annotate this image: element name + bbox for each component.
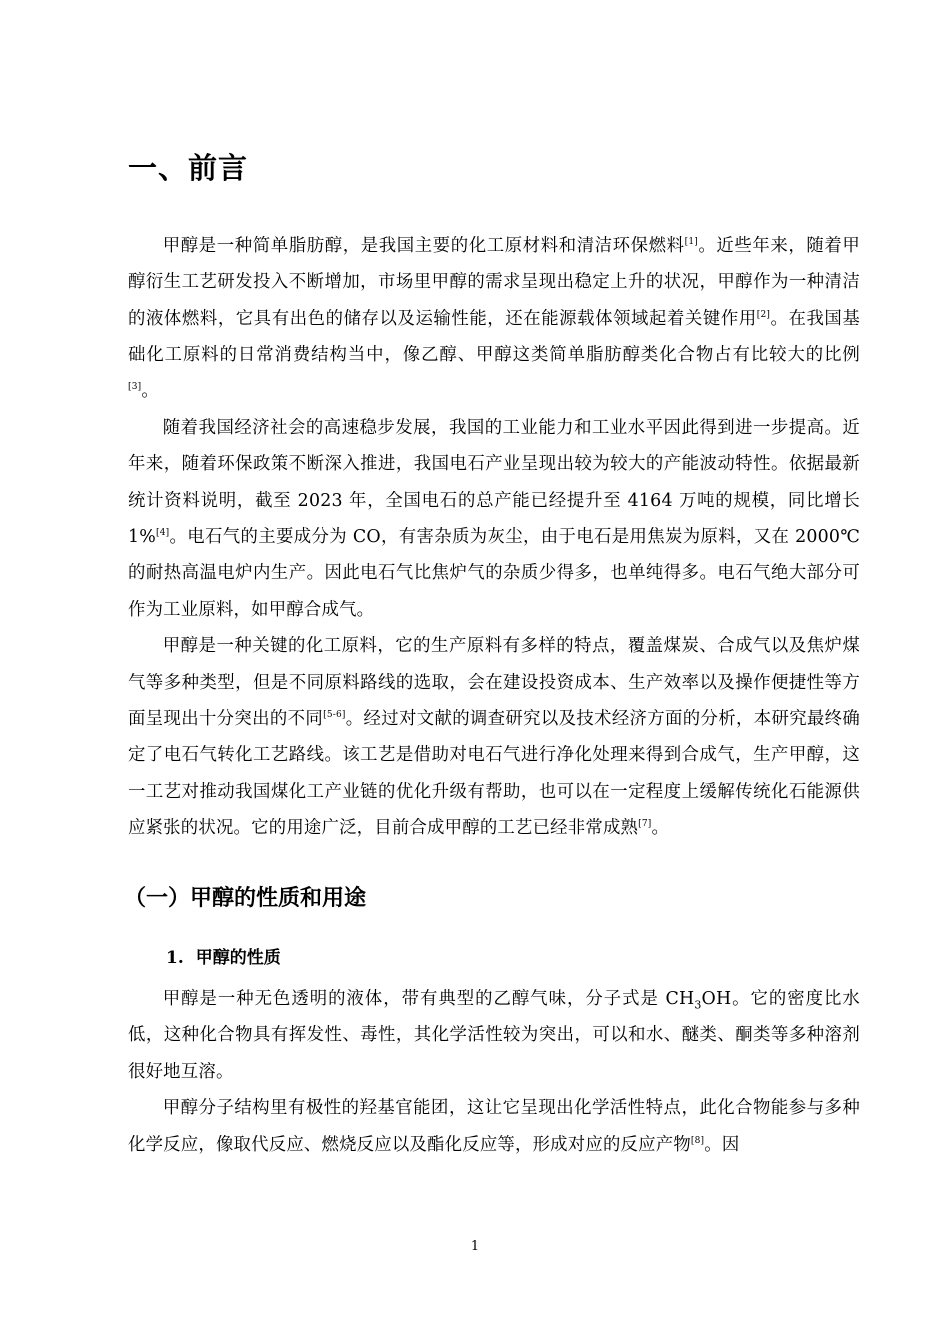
page-content [124, 150, 860, 1163]
paragraph-2 [128, 410, 860, 628]
subscript: 3 [694, 998, 702, 1012]
citation-7: [7] [638, 819, 652, 830]
paragraph-1 [128, 228, 860, 410]
citation-4: [4] [156, 528, 170, 539]
text-run: 随着我国经济社会的高速稳步发展，我国的工业能力和工业水平因此得到进一步提高。近年来，随着环保政策不断深入推进，我国电石产业呈现出较为较大的产能波动特性。依据最新统计资料说明，截至 2023 年，全国电石的总产能已经提升至 4164 万吨的规模，同比增长 1% [128, 417, 860, 547]
subsection-title: 甲醇的性质 [195, 948, 281, 969]
paragraph-4 [128, 981, 860, 1090]
citation-2: [2] [756, 309, 771, 320]
page-number: 1 [470, 1239, 480, 1254]
text-run: 。电石气的主要成分为 CO，有害杂质为灰尘，由于电石是用焦炭为原料，又在 2000℃的耐热高温电炉内生产。因此电石气比焦炉气的杂质少得多，也单纯得多。电石气绝大部分可作为工业原料，如甲醇合成气。 [128, 526, 860, 620]
text-run: 。经过对文献的调查研究以及技术经济方面的分析，本研究最终确定了电石气转化工艺路线。该工艺是借助对电石气进行净化处理来得到合成气，生产甲醇，这一工艺对推动我国煤化工产业链的优化升级有帮助，也可以在一定程度上缓解传统化石能源供应紧张的状况。它的用途广泛，目前合成甲醇的工艺已经非常成熟 [128, 708, 860, 839]
paragraph-5 [128, 1090, 860, 1163]
text-run: 。在我国基础化工原料的日常消费结构当中，像乙醇、甲醇这类简单脂肪醇类化合物占有比较大的比例 [128, 308, 860, 365]
text-run: OH。它的密度比水低，这种化合物具有挥发性、毒性，其化学活性较为突出，可以和水、醚类、酮类等多种溶剂很好地互溶。 [128, 988, 860, 1082]
text-run: 。因 [704, 1134, 740, 1155]
citation-8: [8] [690, 1135, 705, 1146]
text-run: 甲醇是一种无色透明的液体，带有典型的乙醇气味，分子式是 CH [162, 988, 695, 1009]
citation-3: [3] [128, 382, 142, 393]
citation-5-6: [5-6] [323, 710, 346, 721]
text-run: 甲醇是一种简单脂肪醇，是我国主要的化工原材料和清洁环保燃料 [162, 235, 685, 256]
text-run: 甲醇是一种关键的化工原料，它的生产原料有多样的特点，覆盖煤炭、合成气以及焦炉煤气等多种类型，但是不同原料路线的选取，会在建设投资成本、生产效率以及操作便捷性等方面呈现出十分突出的不同 [128, 636, 860, 729]
text-run: 。 [651, 818, 670, 839]
section-heading: （一）甲醇的性质和用途 [124, 885, 367, 911]
chapter-heading: 一、前言 [128, 151, 249, 185]
paragraph-3 [128, 628, 860, 846]
text-run: 。近些年来，随着甲醇衍生工艺研发投入不断增加，市场里甲醇的需求呈现出稳定上升的状况，甲醇作为一种清洁的液体燃料，它具有出色的储存以及运输性能，还在能源载体领域起着关键作用 [128, 235, 860, 329]
subsection-number: 1. [166, 948, 184, 969]
text-run: 甲醇分子结构里有极性的羟基官能团，这让它呈现出化学活性特点，此化合物能参与多种化学反应，像取代反应、燃烧反应以及酯化反应等，形成对应的反应产物 [128, 1098, 860, 1155]
text-run: 。 [141, 381, 159, 402]
citation-1: [1] [684, 236, 699, 247]
subsection-heading [166, 947, 860, 971]
